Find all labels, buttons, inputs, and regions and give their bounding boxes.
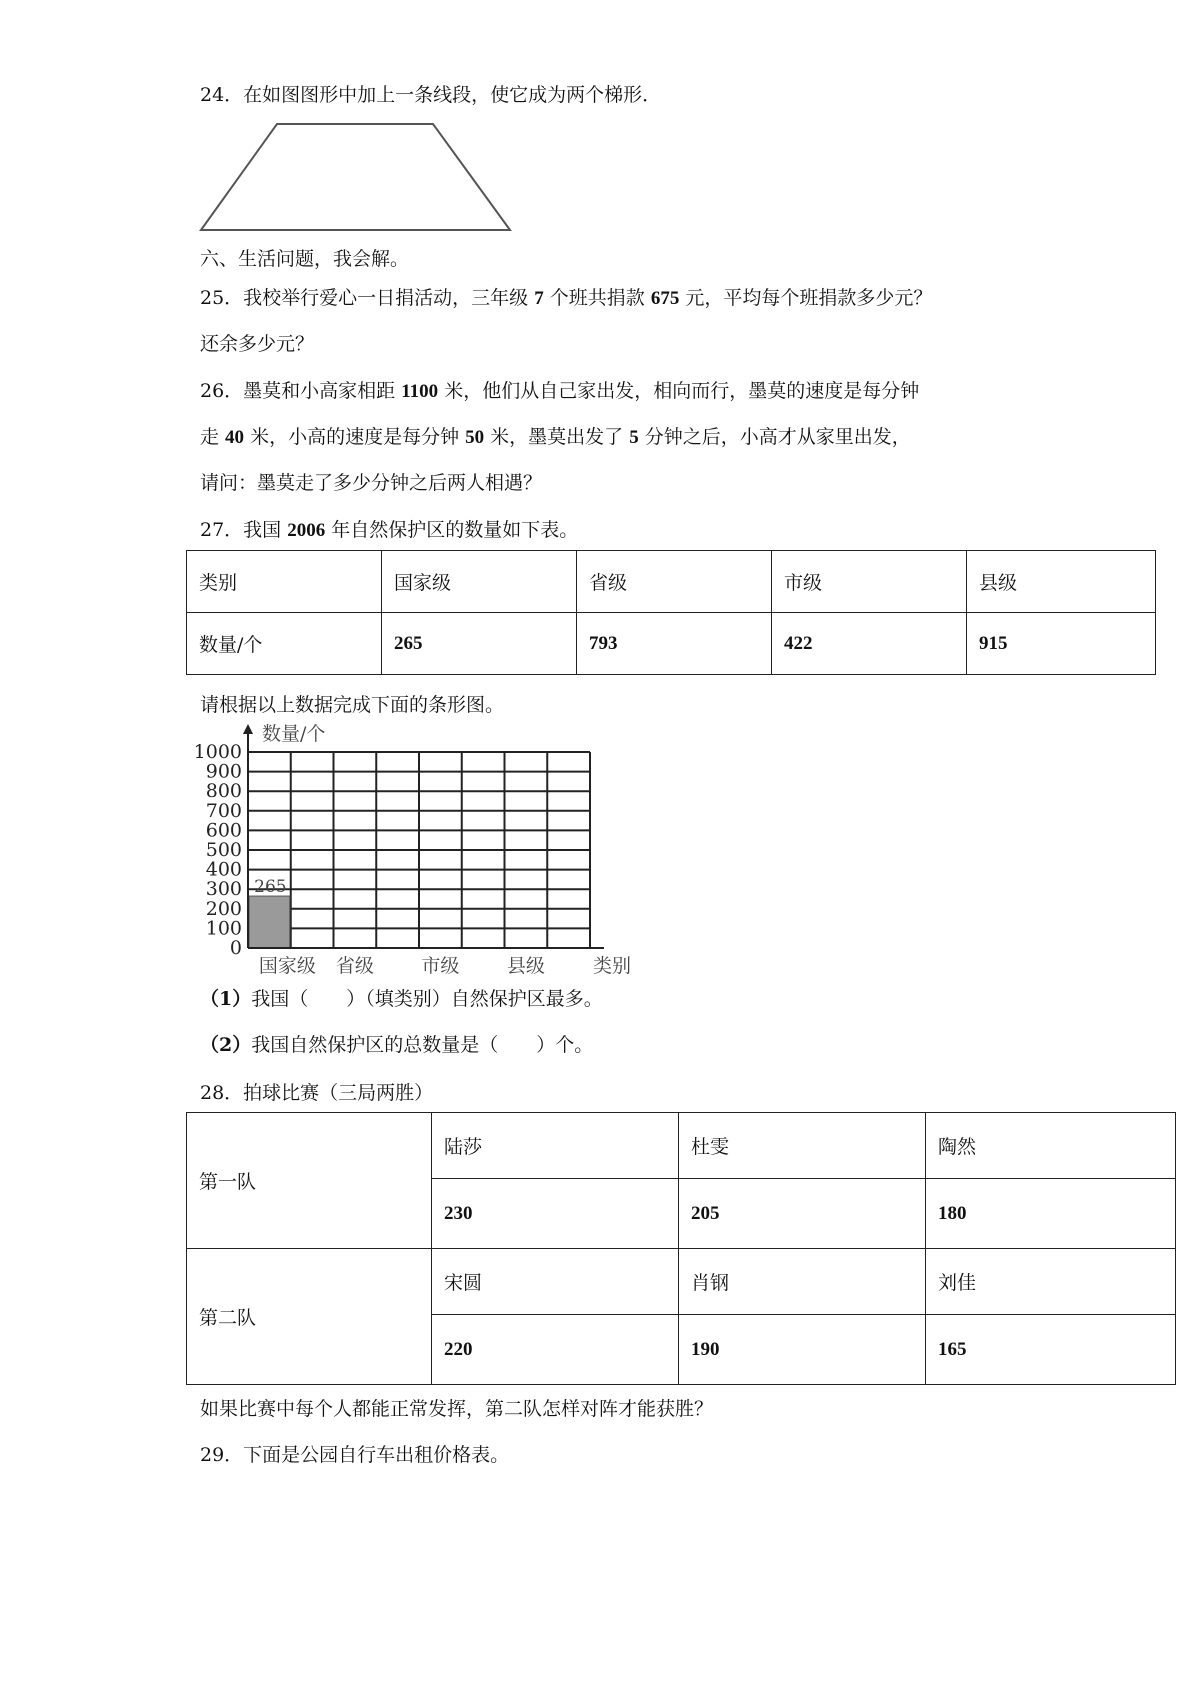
q25-line1: 25．我校举行爱心一日捐活动，三年级 7 个班共捐款 675 元，平均每个班捐款多少元？ (200, 287, 933, 309)
header-cell: 县级 (967, 551, 1156, 613)
value-cell: 793 (577, 613, 772, 675)
player-name: 宋圆 (432, 1249, 679, 1315)
header-cell: 国家级 (382, 551, 577, 613)
player-score: 190 (679, 1315, 926, 1385)
reserve-value-row (187, 613, 1156, 675)
team1-players-row (187, 1113, 1176, 1179)
q28-question: 如果比赛中每个人都能正常发挥，第二队怎样对阵才能获胜？ (200, 1398, 714, 1420)
value-cell: 915 (967, 613, 1156, 675)
player-score: 220 (432, 1315, 679, 1385)
x-tick-label: 国家级 (258, 955, 316, 975)
player-score: 180 (926, 1179, 1176, 1249)
y-tick-label: 100 (205, 917, 242, 940)
x-tick-label: 市级 (421, 955, 460, 975)
player-name: 杜雯 (679, 1113, 926, 1179)
q26-line1: 26．墨莫和小高家相距 1100 米，他们从自己家出发，相向而行，墨莫的速度是每分钟 (200, 380, 920, 402)
y-tick-label: 1000 (193, 741, 242, 763)
bar-data-label: 265 (254, 877, 287, 898)
q27-sub1: （1）我国（ ）（填类别）自然保护区最多。 (200, 988, 603, 1010)
bar-国家级 (249, 896, 290, 948)
section6-title: 六、生活问题，我会解。 (200, 248, 410, 270)
value-cell: 265 (382, 613, 577, 675)
x-tick-label: 县级 (506, 955, 545, 975)
y-tick-label: 300 (205, 878, 242, 901)
y-tick-label: 800 (205, 780, 242, 803)
y-tick-label: 200 (205, 897, 242, 920)
y-axis-arrow (243, 724, 253, 734)
y-axis-label: 数量/个 (262, 723, 326, 745)
q29-text: 29．下面是公园自行车出租价格表。 (200, 1444, 510, 1466)
q25-line2: 还余多少元？ (200, 333, 315, 355)
reserve-table (186, 550, 1156, 675)
q27-instruction: 请根据以上数据完成下面的条形图。 (200, 694, 505, 716)
x-axis-label: 类别 (592, 955, 632, 975)
team2-players-row (187, 1249, 1176, 1315)
y-tick-label: 400 (205, 858, 242, 881)
q27-title: 27．我国 2006 年自然保护区的数量如下表。 (200, 519, 579, 541)
q26-line3: 请问：墨莫走了多少分钟之后两人相遇？ (200, 472, 543, 494)
y-tick-label: 700 (205, 799, 242, 822)
match-table (186, 1112, 1176, 1385)
team-name: 第二队 (187, 1249, 432, 1385)
y-tick-label: 500 (205, 839, 242, 861)
x-tick-label: 省级 (335, 955, 374, 975)
q26-line2: 走 40 米，小高的速度是每分钟 50 米，墨莫出发了 5 分钟之后，小高才从家里出发， (200, 426, 911, 448)
player-score: 230 (432, 1179, 679, 1249)
y-tick-label: 600 (205, 819, 242, 842)
player-name: 肖钢 (679, 1249, 926, 1315)
value-cell: 422 (772, 613, 967, 675)
bar-chart (190, 720, 650, 975)
row-label: 数量/个 (187, 613, 382, 675)
y-tick-label: 0 (229, 937, 242, 959)
player-name: 刘佳 (926, 1249, 1176, 1315)
player-score: 165 (926, 1315, 1176, 1385)
player-name: 陆莎 (432, 1113, 679, 1179)
q24-text: 24．在如图图形中加上一条线段，使它成为两个梯形． (200, 84, 662, 106)
header-cell: 省级 (577, 551, 772, 613)
y-tick-label: 900 (205, 760, 242, 783)
trapezoid-figure (195, 118, 515, 238)
reserve-header-row (187, 551, 1156, 613)
header-cell: 市级 (772, 551, 967, 613)
header-cell: 类别 (187, 551, 382, 613)
player-score: 205 (679, 1179, 926, 1249)
team-name: 第一队 (187, 1113, 432, 1249)
q28-title: 28．拍球比赛（三局两胜） (200, 1082, 434, 1104)
player-name: 陶然 (926, 1113, 1176, 1179)
q27-sub2: （2）我国自然保护区的总数量是（ ）个。 (200, 1034, 594, 1056)
